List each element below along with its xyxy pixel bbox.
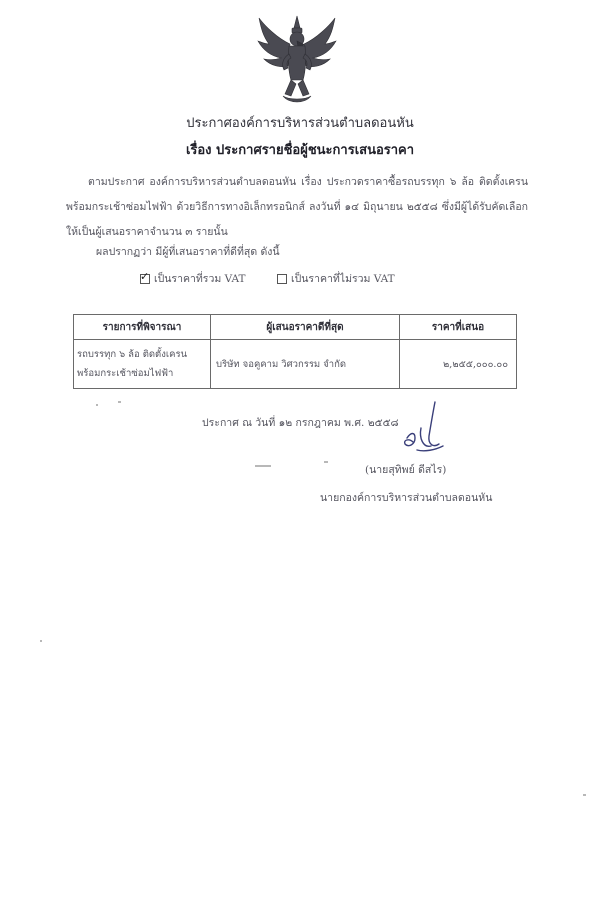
checkbox-checked-icon	[140, 274, 150, 284]
announcement-date: ประกาศ ณ วันที่ ๑๒ กรกฎาคม พ.ศ. ๒๕๕๘	[202, 417, 399, 429]
scan-speck	[96, 404, 98, 406]
announcement-title: ประกาศองค์การบริหารส่วนตำบลดอนหัน	[186, 116, 414, 131]
scan-speck	[583, 794, 586, 796]
scan-speck	[324, 461, 328, 463]
vat-option-included	[140, 270, 246, 287]
signer-name: (นายสุทิพย์ ดีสไร)	[365, 464, 447, 476]
announcement-subject: เรื่อง ประกาศรายชื่อผู้ชนะการเสนอราคา	[185, 143, 415, 158]
garuda-emblem-icon	[255, 14, 339, 106]
vat-option-label: เป็นราคาที่รวม VAT	[154, 273, 246, 285]
table-row	[74, 340, 517, 389]
header-price: ราคาที่เสนอ	[400, 315, 517, 340]
scan-speck	[40, 640, 42, 642]
item-line-1: รถบรรทุก ๖ ล้อ ติดตั้งเครน	[77, 349, 188, 360]
table-header-row	[74, 315, 517, 340]
cell-item	[74, 340, 211, 389]
result-intro: ผลปรากฏว่า มีผู้ที่เสนอราคาที่ดีที่สุด ดังนี้	[96, 246, 280, 258]
header-item: รายการที่พิจารณา	[74, 315, 211, 340]
item-line-2: พร้อมกระเช้าซ่อมไฟฟ้า	[77, 368, 174, 379]
bid-results-table	[73, 314, 517, 389]
signature-icon	[395, 398, 455, 464]
scan-speck	[118, 401, 121, 403]
cell-bidder: บริษัท จอคูคาม วิศวกรรม จำกัด	[211, 340, 400, 389]
body-paragraph: ตามประกาศ องค์การบริหารส่วนตำบลดอนหัน เรื่อง ประกวดราคาซื้อรถบรรทุก ๖ ล้อ ติดตั้งเครนพร้อมกระเช้าซ่อมไฟฟ้า ด้วยวิธีการทางอิเล็กทรอนิกส์ ลงวันที่ ๑๔ มิถุนายน ๒๕๕๘ ซึ่งมีผู้ได้รับคัดเลือกให้เป็นผู้เสนอราคาจำนวน ๓ รายนั้น	[66, 176, 528, 238]
signer-position: นายกองค์การบริหารส่วนตำบลดอนหัน	[320, 492, 493, 504]
vat-option-excluded	[277, 270, 395, 287]
header-bidder: ผู้เสนอราคาดีที่สุด	[211, 315, 400, 340]
scan-speck	[255, 465, 271, 467]
checkbox-empty-icon	[277, 274, 287, 284]
vat-option-label: เป็นราคาที่ไม่รวม VAT	[291, 273, 395, 285]
cell-price: ๒,๒๕๕,๐๐๐.๐๐	[400, 340, 517, 389]
